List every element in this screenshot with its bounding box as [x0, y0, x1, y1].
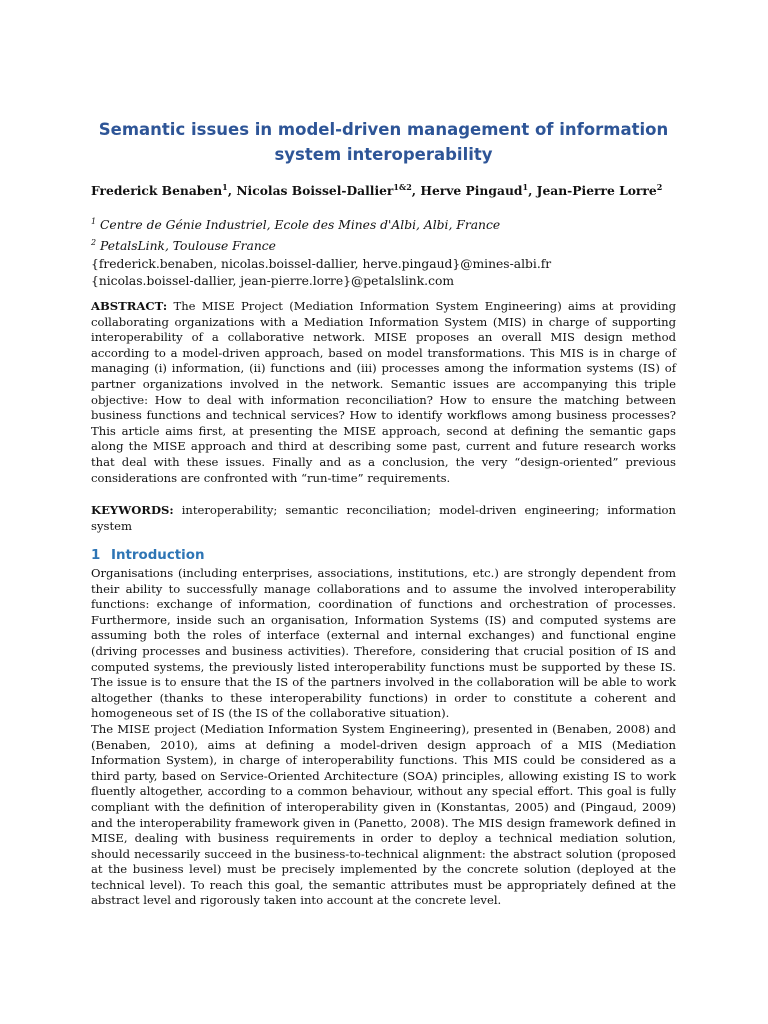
affiliations — [91, 213, 676, 290]
author-name: Herve Pingaud — [420, 183, 523, 199]
author-affiliation-mark: 1 — [222, 182, 228, 192]
affiliation-text: PetalsLink, Toulouse France — [96, 239, 276, 254]
affiliation-mark: 1 — [91, 217, 97, 226]
author-name: Nicolas Boissel-Dallier — [236, 183, 394, 199]
author-separator: , — [528, 183, 537, 199]
body-paragraph: Organisations (including enterprises, associations, institutions, etc.) are strongly dependent from their ability to successfully manage collaborations and to assume the involved interoperability functions: exchange of information, coordination of functions and orchestration of processes. Furthermore, inside such an organisation, Information Systems (IS) and computed systems are assuming both the roles of interface (external and internal exchanges) and functional engine (driving processes and business activities). Therefore, considering that crucial position of IS and computed systems, the previously listed interoperability functions must be supported by these IS. The issue is to ensure that the IS of the partners involved in the collaboration will be able to work altogether (thanks to these interoperability functions) in order to constitute a coherent and homogeneous set of IS (the IS of the collaborative situation). — [91, 566, 676, 721]
abstract — [91, 299, 676, 486]
author-separator: , — [227, 183, 237, 199]
keywords-text: interoperability; semantic reconciliation; model-driven engineering; information system — [91, 503, 676, 533]
abstract-label: ABSTRACT: — [91, 299, 168, 313]
author-separator: , — [411, 183, 421, 199]
author-affiliation-mark: 1&2 — [393, 182, 412, 192]
affiliation-2 — [91, 234, 676, 255]
section-title: Introduction — [111, 548, 205, 563]
email-line-1: {frederick.benaben, nicolas.boissel-dallier, herve.pingaud}@mines-albi.fr — [91, 256, 552, 271]
affiliation-mark: 2 — [91, 238, 97, 248]
email-line-2: {nicolas.boissel-dallier, jean-pierre.lorre}@petalslink.com — [91, 273, 455, 288]
title-line-2: system interoperability — [274, 145, 493, 164]
author-affiliation-mark: 2 — [656, 182, 663, 192]
keywords-label: KEYWORDS: — [91, 503, 174, 517]
paper-title — [91, 117, 676, 167]
author-list — [91, 178, 676, 200]
section-number: 1 — [91, 548, 101, 563]
keywords — [91, 503, 676, 534]
section-body — [91, 566, 676, 909]
affiliation-text: Centre de Génie Industriel, Ecole des Mines d'Albi, Albi, France — [96, 218, 501, 233]
author-name: Frederick Benaben — [91, 183, 223, 199]
affiliation-1 — [91, 213, 676, 234]
section-heading — [91, 546, 205, 566]
title-line-1: Semantic issues in model-driven management of information — [98, 120, 669, 139]
abstract-text: The MISE Project (Mediation Information System Engineering) aims at providing collaborating organizations with a Mediation Information System (MIS) in charge of supporting interoperability of a collaborative network. MISE proposes an overall MIS design method according to a model-driven approach, based on model transformations. This MIS is in charge of managing (i) information, (ii) functions and (iii) processes among the information systems (IS) of partner organizations involved in the network. Semantic issues are accompanying this triple objective: How to deal with information reconciliation? How to ensure the matching between business functions and technical services? How to identify workflows among business processes? This article aims first, at presenting the MISE approach, second at defining the semantic gaps along the MISE approach and third at describing some past, current and future research works that deal with these issues. Finally and as a conclusion, the very “design-oriented” previous considerations are confronted with “run-time” requirements. — [91, 299, 676, 485]
author-affiliation-mark: 1 — [522, 182, 529, 192]
author-name: Jean-Pierre Lorre — [536, 183, 657, 199]
body-paragraph: The MISE project (Mediation Information System Engineering), presented in (Benaben, 2008) and (Benaben, 2010), aims at defining a model-driven design approach of a MIS (Mediation Information System), in charge of interoperability functions. This MIS could be considered as a third party, based on Service-Oriented Architecture (SOA) principles, allowing existing IS to work fluently altogether, according to a common behaviour, without any special effort. This goal is fully compliant with the definition of interoperability given in (Konstantas, 2005) and (Pingaud, 2009) and the interoperability framework given in (Panetto, 2008). The MIS design framework defined in MISE, dealing with business requirements in order to deploy a technical mediation solution, should necessarily succeed in the business-to-technical alignment: the abstract solution (proposed at the business level) must be precisely implemented by the concrete solution (deployed at the technical level). To reach this goal, the semantic attributes must be appropriately defined at the abstract level and rigorously taken into account at the concrete level. — [91, 721, 676, 908]
